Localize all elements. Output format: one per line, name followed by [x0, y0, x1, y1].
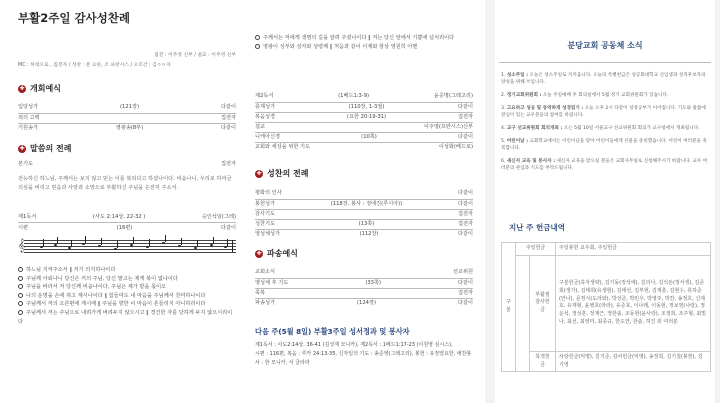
- table-subcategory: 목적헌금: [530, 351, 556, 372]
- psalm-music-staff: [18, 236, 236, 260]
- table-cell: 구분헌금(혹자생략), 김기동(정석에), 김리나, 김석돈(정서생), 김준희(생가), 김태희(유생현), 김태선, 김부현, 김재훈, 김현수, 류하준(안나), 문정식(도라와), 박성준, 박민우, 박영주, 박찬, 송정호, 신제호, 유재형, 윤병호(라라), 유준호, 이나래, 이동현, 정보영(나랑), 정운석, 정성훈, 정재근, 정한솔, 조동현(윤사랑), 조정희, 조주형, 최빛나, 최선, 최영미, 최종규, 한도연, 한솔, 허진 외 여러분: [556, 255, 711, 351]
- table-cell: 주일봉헌 교우회, 주일헌금: [556, 243, 711, 256]
- liturgy-column-left: [18, 10, 236, 400]
- news-panel: [485, 0, 720, 403]
- dismissal-rows: [255, 268, 473, 308]
- news-item: 6. 새신자 교육 및 봉사자 : 새신자 교육을 받으실 분들은 교회사무실로 신청해주시기 바랍니다. 교우 여러분의 관심과 기도를 부탁드립니다.: [501, 159, 708, 171]
- response-item: 주님께서 저는 주님으로 내려가게 버려두지 않으시고 ‖ 경건한 자를 당하게 두지 않으시리이다: [18, 309, 233, 325]
- news-item: 3. 고요하고 성공 및 동역하게 성경읽기 : 오늘 오후 2시 다같이 성경공부가 이어집니다. 기도와 말씀에 관심이 있는 교우분들의 참여를 바랍니다.: [501, 106, 706, 118]
- section-opening: ✚ 개회예식: [19, 84, 61, 93]
- response-item: 주께서는 저에게 생명의 길을 알려 주셨나이다 ‖ 저는 당신 앞에서 기쁨에 넘치리이다: [255, 34, 473, 43]
- order-row: 복음성경 (요한 20:19-31) 집전자: [255, 112, 473, 122]
- offering-title: 지난 주 헌금내역: [509, 223, 565, 232]
- eucharist-rows: [255, 189, 473, 239]
- table-subcategory: 부활절 감사헌금: [530, 255, 556, 351]
- news-list: [501, 72, 709, 178]
- collect-row: 본기도 집전자: [18, 161, 236, 167]
- psalm-row: 시편 (16편) 다같이: [18, 222, 236, 231]
- order-row: 제2독서 (1베드1:3-9) 윤증명(그레고리): [255, 93, 473, 100]
- order-row: 성찬기도 (13쪽) 집전자: [255, 219, 473, 229]
- section-word: ✚ 말씀의 전례: [19, 144, 72, 153]
- order-row: 니케아신경 (10쪽) 다같이: [255, 132, 473, 142]
- response-item: 영광이 성부와 성자와 성령께 ‖ 처음과 같이 이제와 항상 영원히 아멘: [255, 43, 473, 52]
- mc-line: MC : 허대오로 , 집전자 / 성찬 : 분 요한, 조 프란시스 / 오르간 : 김ㅇㅇ자: [18, 63, 171, 68]
- news-item: 5. 어린이날 : 교회학교에서는 어린이날을 맞아 어린이들에게 선물을 준비했습니다. 어린이 여러분을 축복합니다.: [501, 139, 707, 151]
- next-week-title: 다음 주(5월 8일) 부활3주일 성서정과 및 봉사자: [255, 327, 410, 336]
- order-row: 파송성가 (124장) 다같이: [255, 298, 473, 308]
- order-row: 기원송가 영광송(8부) 다같이: [18, 123, 236, 133]
- opening-rows: [18, 103, 236, 133]
- officiant-line: 집전 : 이주영 신부 / 설교 : 이주영 신부: [154, 53, 236, 58]
- reading1-row: 제1독서 (사도 2:14상, 22-32 ) 승인석임(그레): [18, 214, 236, 220]
- offering-table: [501, 242, 711, 372]
- table-category: 주일헌금: [516, 243, 556, 256]
- table-outer-label: 구분: [502, 243, 516, 372]
- response-item: 주님께 아뢰나니 당신은 저의 주님, 당신 말고는 제게 복이 없나이다: [18, 275, 236, 284]
- table-row: [502, 351, 711, 372]
- response-item: 주님을 바라서 저 당신께 비옵나이다, 주님은 제가 받을 몫이오: [18, 283, 236, 292]
- order-row: 봉헌성가 (118장, 봉사 : 정애진(루시아)) 다같이: [255, 199, 473, 209]
- section-dismissal: ✚ 파송예식: [256, 249, 298, 258]
- collect-text: 전능하신 하느님, 주께서는 보지 않고 믿는 이를 복되다고 하셨나이다. 비옵나니, 우리로 하여금 의심을 버리고 믿음과 사랑과 소망으로 부활하신 주님을 온전히 주소서.: [18, 176, 232, 191]
- cross-icon: ✚: [19, 144, 25, 152]
- next-week-text: 제1독서 : 사도2:14상, 36-41 (김성재 모니카), 제2독서 : 1베드1:17-23 (이원영 심시스), 시편 : 116편, 복음 : 루카 24:13-35, 신자일의 기도 : 송준영(그레고리), 봉헌 : 유정열요한, 애찬봉사 : 한 모니카, 서 클라라: [255, 342, 472, 366]
- order-row: 교회와 세상을 위한 기도 이성화(베드로): [255, 142, 473, 152]
- table-cell: 사랑헌금(익명), 김기준, 감사헌금(익명), 송정희, 김기철(봉헌), 김기영: [556, 351, 711, 372]
- response-item: 나의 운명을 손에 쥐고 계시나이다 ‖ 힘들여도 내 마음을 주님께서 찬미하나이다: [18, 292, 236, 301]
- treble-clef-icon: 𝄞: [18, 238, 26, 252]
- order-row: 설교 이주영(프란시스)신부: [255, 122, 473, 132]
- order-row: 감사기도 집전자: [255, 209, 473, 219]
- response-item: 주님께서 저의 오른편에 계시매 ‖ 주님을 향한 이 마음이 흔들리지 아니하리이다: [18, 300, 236, 309]
- news-title: 분당교회 공동체 소식: [567, 41, 643, 50]
- order-row: 평화의 인사 다같이: [255, 190, 473, 197]
- page-title: 부활2주일 감사성찬례: [18, 11, 130, 25]
- psalm-responses: [18, 266, 236, 326]
- section-eucharist: ✚ 성찬의 전례: [256, 169, 309, 178]
- news-item: 1. 성소주일 : 오늘은 성소주일로 지켜옵니다. 오늘의 특별헌금은 성공회대학교 신입생과 성직후보자의 양성을 위해 쓰입니다.: [501, 73, 706, 85]
- order-row: 입당성가 (121장) 다같이: [18, 104, 236, 111]
- liturgy-column-middle: [255, 34, 473, 394]
- order-row: 죄의 고백 집전자: [18, 113, 236, 123]
- news-item: 2. 정기교회위원회 : 오늘 주일예배 후 회의실에서 5월 정기 교회위원회가 있습니다.: [501, 93, 669, 98]
- news-item: 4. 교구 선교위원회 회의개최 : 오는 5월 10일 서울교구 선교위원회 회의가 교구청에서 개최됩니다.: [501, 126, 700, 131]
- cross-icon: ✚: [256, 249, 262, 257]
- psalm-responses-cont: [255, 34, 473, 51]
- response-item: 하느님 지켜주소서 ‖ 저기 의지하나이다: [18, 266, 236, 275]
- order-row: 영성체 후 기도 (33쪽) 다같이: [255, 278, 473, 288]
- order-row: 교회소식 선교위원: [255, 269, 473, 276]
- order-row: 축복 집전자: [255, 288, 473, 298]
- table-row: [502, 255, 711, 351]
- cross-icon: ✚: [19, 84, 25, 92]
- order-row: 영성체성가 (112장) 다같이: [255, 229, 473, 239]
- order-row: 층계성가 (110장, 1-3절) 다같이: [255, 102, 473, 112]
- cross-icon: ✚: [256, 169, 262, 177]
- word-rows: [255, 92, 473, 152]
- table-row: [502, 243, 711, 256]
